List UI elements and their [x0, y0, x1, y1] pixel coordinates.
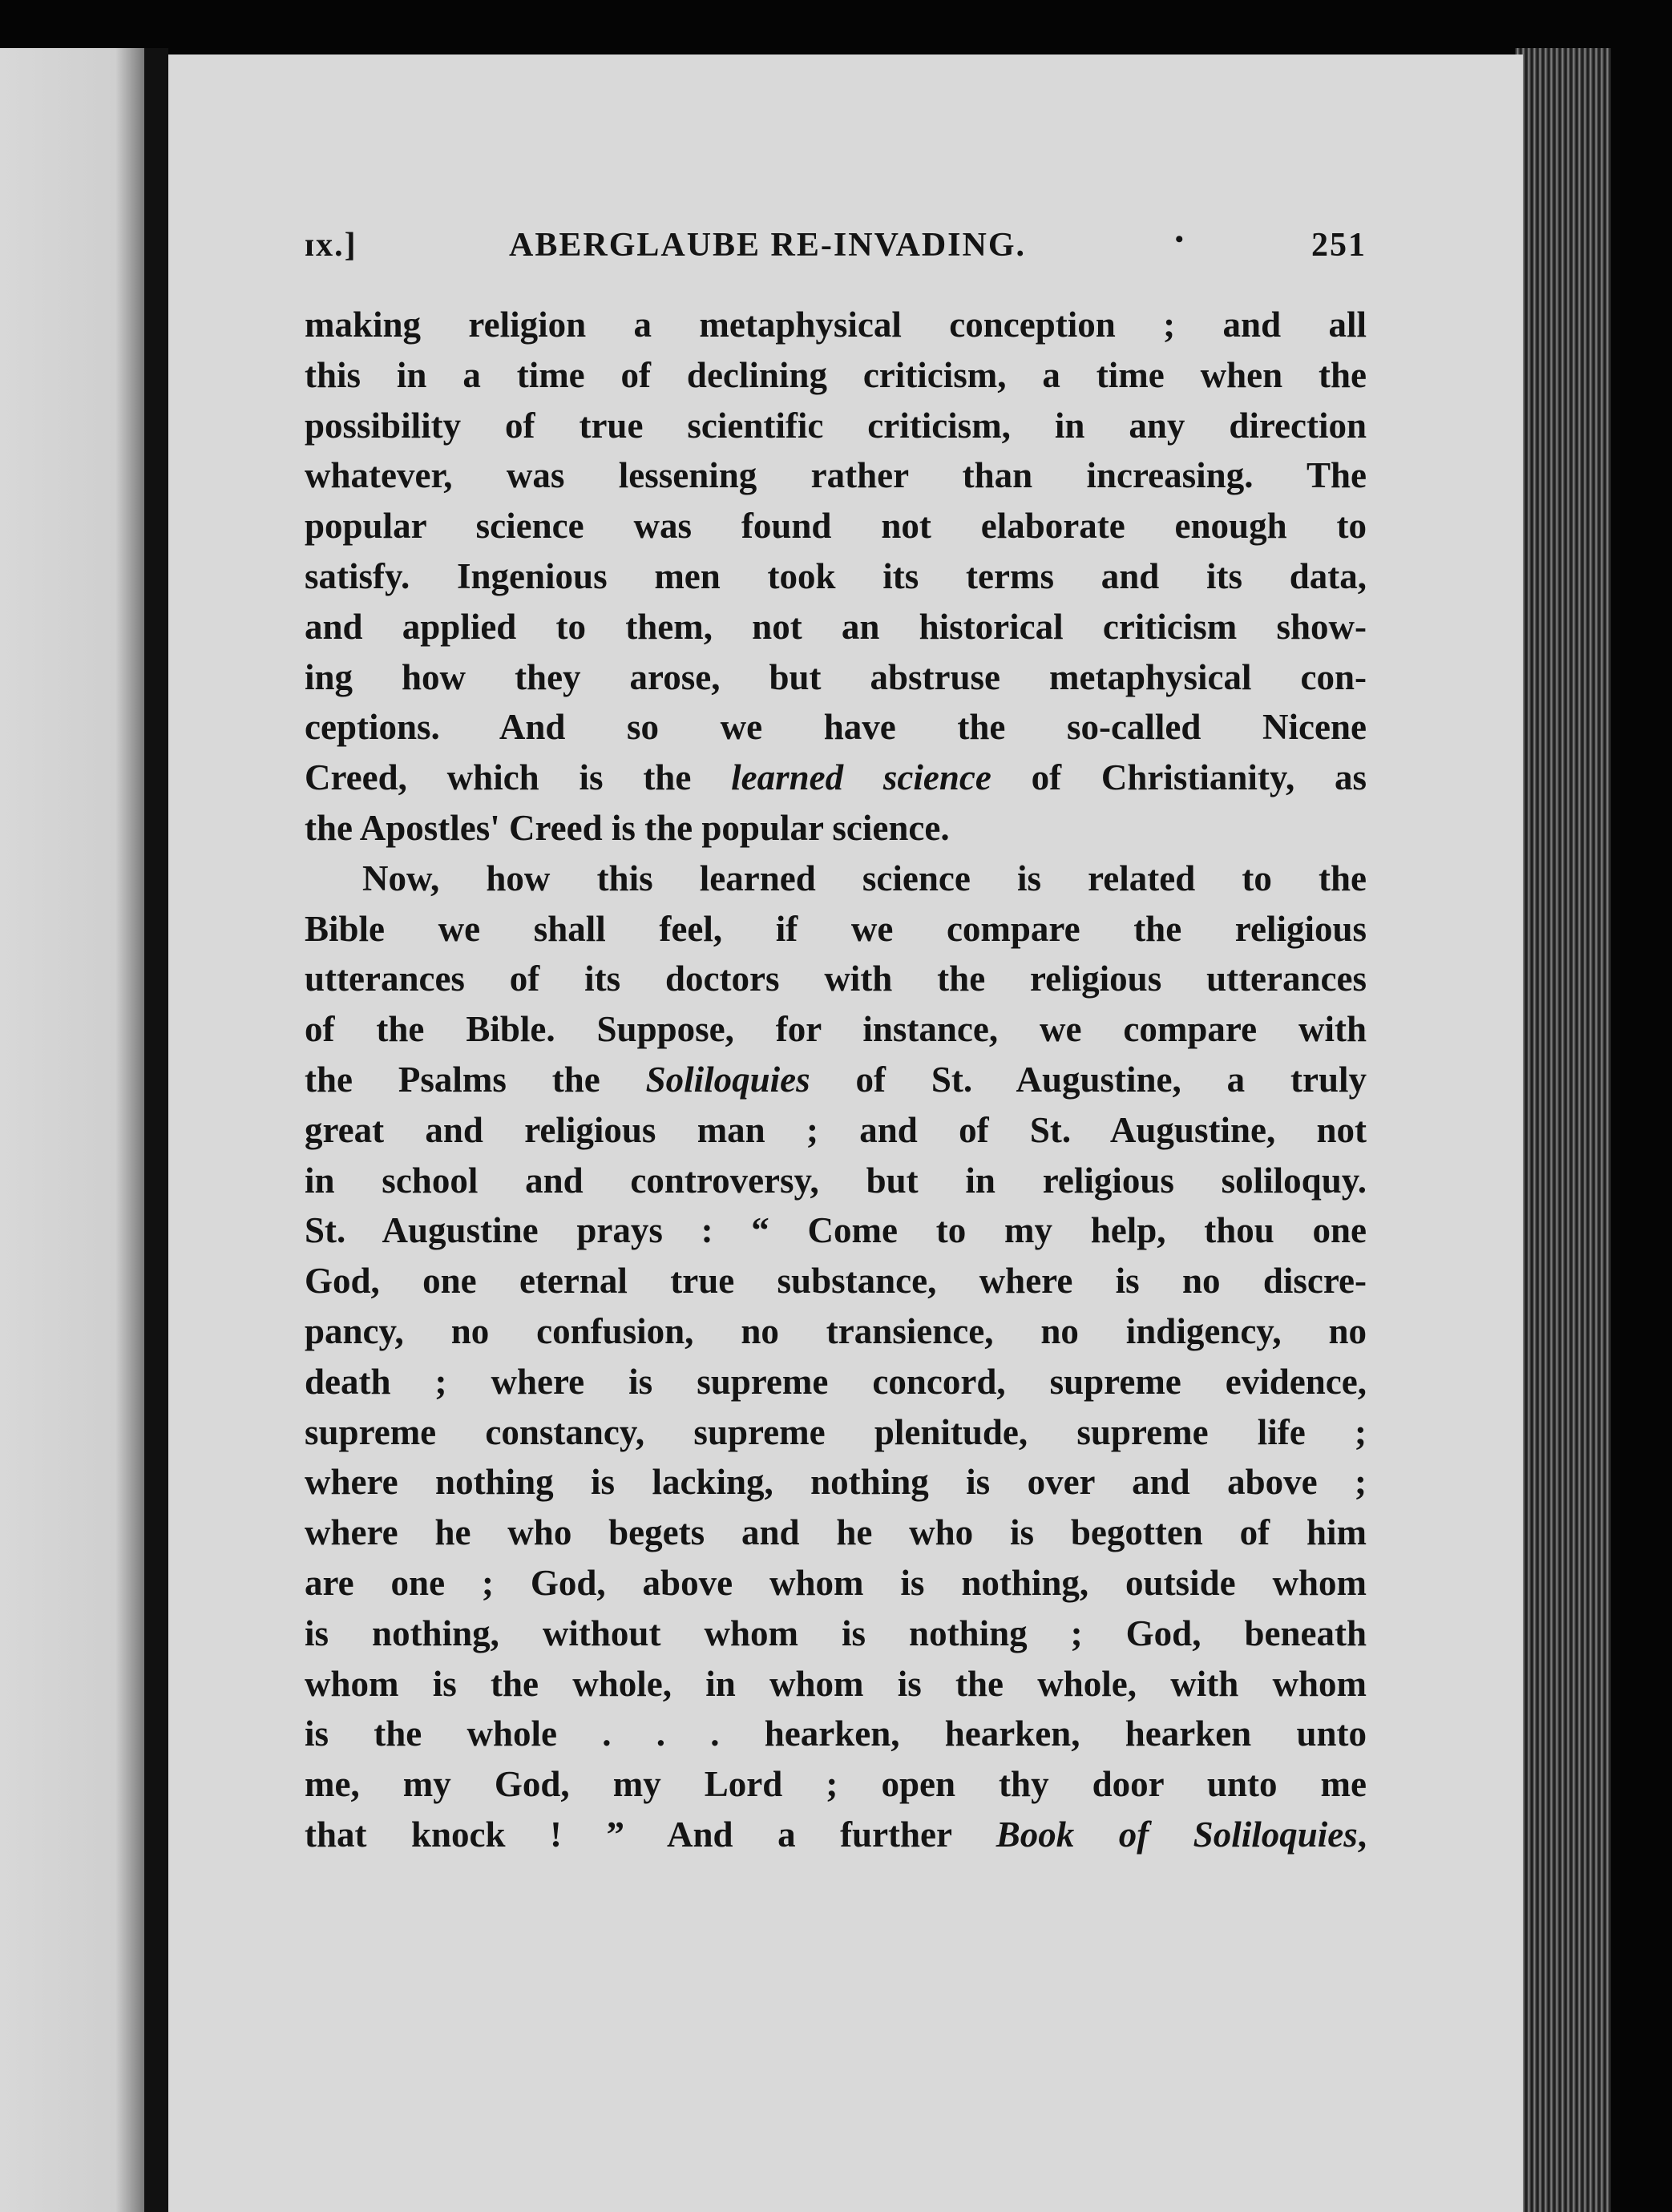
text-span: Creed, which is the	[305, 757, 732, 798]
text-line: and applied to them, not an historical criticism show-	[305, 606, 1367, 647]
body-text	[305, 300, 1367, 1860]
text-line: Bible we shall feel, if we compare the religious	[305, 908, 1367, 949]
italic-phrase: Soliloquies	[645, 1059, 810, 1100]
chapter-marker: ɪx.]	[305, 227, 357, 264]
text-line: possibility of true scientific criticism, in any direction	[305, 405, 1367, 446]
text-line: Now, how this learned science is related to the	[362, 858, 1367, 898]
text-line: making religion a metaphysical conception ; and all	[305, 305, 1367, 345]
text-line: whatever, was lessening rather than increasing. The	[305, 455, 1367, 496]
text-line: whom is the whole, in whom is the whole, with whom	[305, 1663, 1367, 1704]
text-span: ,	[1357, 1814, 1367, 1855]
text-span: of St. Augustine, a truly	[810, 1059, 1367, 1100]
text-line: in school and controversy, but in religious soliloquy.	[305, 1160, 1367, 1201]
facing-page-edge	[0, 48, 144, 2212]
text-line	[305, 1055, 1367, 1105]
book-gutter	[144, 48, 168, 2212]
text-line: ceptions. And so we have the so-called Nicene	[305, 707, 1367, 748]
text-span: the Psalms the	[305, 1059, 646, 1100]
text-line: are one ; God, above whom is nothing, outside whom	[305, 1562, 1367, 1603]
text-line: is nothing, without whom is nothing ; God, beneath	[305, 1613, 1367, 1653]
text-span: that knock ! ” And a further	[305, 1814, 996, 1855]
page-fore-edges	[1515, 48, 1611, 2212]
running-head-bullet: •	[1175, 226, 1185, 252]
text-span: of Christianity, as	[991, 757, 1367, 798]
running-head	[305, 226, 1367, 274]
text-line: this in a time of declining criticism, a time when the	[305, 354, 1367, 395]
running-title: ABERGLAUBE RE-INVADING.	[509, 227, 1026, 264]
text-line	[305, 1810, 1367, 1860]
text-line: is the whole . . . hearken, hearken, hearken unto	[305, 1713, 1367, 1754]
text-line: ing how they arose, but abstruse metaphysical con-	[305, 656, 1367, 697]
text-line: of the Bible. Suppose, for instance, we compare with	[305, 1009, 1367, 1050]
italic-phrase: Book of Soliloquies	[996, 1814, 1358, 1855]
text-line: death ; where is supreme concord, supreme evidence,	[305, 1361, 1367, 1402]
text-line: me, my God, my Lord ; open thy door unto me	[305, 1764, 1367, 1805]
text-line: popular science was found not elaborate enough to	[305, 506, 1367, 547]
italic-phrase: learned science	[731, 757, 991, 798]
text-line: satisfy. Ingenious men took its terms and its data,	[305, 555, 1367, 596]
text-line: utterances of its doctors with the religious utterances	[305, 959, 1367, 999]
text-line: St. Augustine prays : “ Come to my help, thou one	[305, 1210, 1367, 1251]
book-page	[168, 54, 1523, 2212]
text-line: God, one eternal true substance, where is no discre-	[305, 1261, 1367, 1302]
text-line: the Apostles' Creed is the popular science.	[305, 807, 950, 848]
text-line: great and religious man ; and of St. Augustine, not	[305, 1109, 1367, 1150]
text-line	[305, 753, 1367, 803]
text-line: where he who begets and he who is begotten of him	[305, 1512, 1367, 1553]
page-number: 251	[1311, 227, 1367, 264]
text-line: supreme constancy, supreme plenitude, supreme life ;	[305, 1411, 1367, 1452]
text-line: pancy, no confusion, no transience, no indigency, no	[305, 1310, 1367, 1351]
text-line: where nothing is lacking, nothing is over and above ;	[305, 1462, 1367, 1503]
